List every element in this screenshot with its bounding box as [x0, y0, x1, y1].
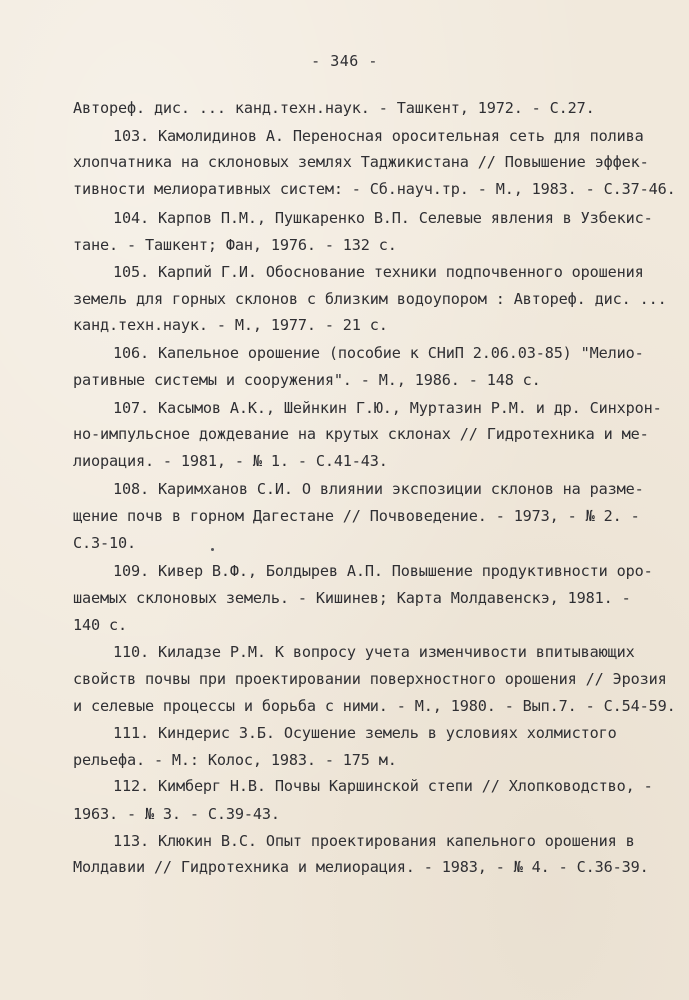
text-line: тивности мелиоративных систем: - Сб.науч.тр. - М., 1983. - С.37-46. — [73, 180, 676, 198]
text-line: 140 с. — [73, 616, 127, 634]
text-line: канд.техн.наук. - М., 1977. - 21 с. — [73, 316, 388, 334]
text-line: Молдавии // Гидротехника и мелиорация. - 1983, - № 4. - С.36-39. — [73, 858, 649, 876]
page-number: - 346 - — [311, 52, 378, 70]
text-line: 113. Клюкин В.С. Опыт проектирования капельного орошения в — [113, 832, 635, 850]
text-line: тане. - Ташкент; Фан, 1976. - 132 с. — [73, 236, 397, 254]
text-line: земель для горных склонов с близким водоупором : Автореф. дис. ... — [73, 290, 667, 308]
text-line: Автореф. дис. ... канд.техн.наук. - Ташкент, 1972. - С.27. — [73, 99, 595, 117]
text-line: 105. Карпий Г.И. Обоснование техники подпочвенного орошения — [113, 263, 644, 281]
text-line: свойств почвы при проектировании поверхностного орошения // Эрозия — [73, 670, 667, 688]
text-line: ративные системы и сооружения". - М., 1986. - 148 с. — [73, 371, 541, 389]
text-line: 1963. - № 3. - С.39-43. — [73, 805, 280, 823]
text-line: С.3-10. — [73, 534, 136, 552]
text-line: щение почв в горном Дагестане // Почвоведение. - 1973, - № 2. - — [73, 507, 640, 525]
text-line: 103. Камолидинов А. Переносная оросительная сеть для полива — [113, 127, 644, 145]
text-line: лиорация. - 1981, - № 1. - С.41-43. — [73, 452, 388, 470]
text-line: хлопчатника на склоновых землях Таджикистана // Повышение эффек- — [73, 153, 649, 171]
text-line: но-импульсное дождевание на крутых склонах // Гидротехника и ме- — [73, 425, 649, 443]
text-line: 111. Киндерис З.Б. Осушение земель в условиях холмистого — [113, 724, 617, 742]
text-line: 106. Капельное орошение (пособие к СНиП 2.06.03-85) "Мелио- — [113, 344, 644, 362]
text-line: и селевые процессы и борьба с ними. - М., 1980. - Вып.7. - С.54-59. — [73, 697, 676, 715]
text-line: рельефа. - М.: Колос, 1983. - 175 м. — [73, 751, 397, 769]
text-line: 110. Киладзе Р.М. К вопросу учета изменчивости впитывающих — [113, 643, 635, 661]
text-line: 107. Касымов А.К., Шейнкин Г.Ю., Муртазин Р.М. и др. Синхрон- — [113, 399, 662, 417]
text-line: 104. Карпов П.М., Пушкаренко В.П. Селевые явления в Узбекис- — [113, 209, 653, 227]
text-line: 112. Кимберг Н.В. Почвы Каршинской степи // Хлопководство, - — [113, 777, 653, 795]
text-line: 108. Каримханов С.И. О влиянии экспозиции склонов на разме- — [113, 480, 644, 498]
ink-speck — [211, 548, 214, 551]
text-line: 109. Кивер В.Ф., Болдырев А.П. Повышение продуктивности оро- — [113, 562, 653, 580]
text-line: шаемых склоновых земель. - Кишинев; Карта Молдавенскэ, 1981. - — [73, 589, 631, 607]
